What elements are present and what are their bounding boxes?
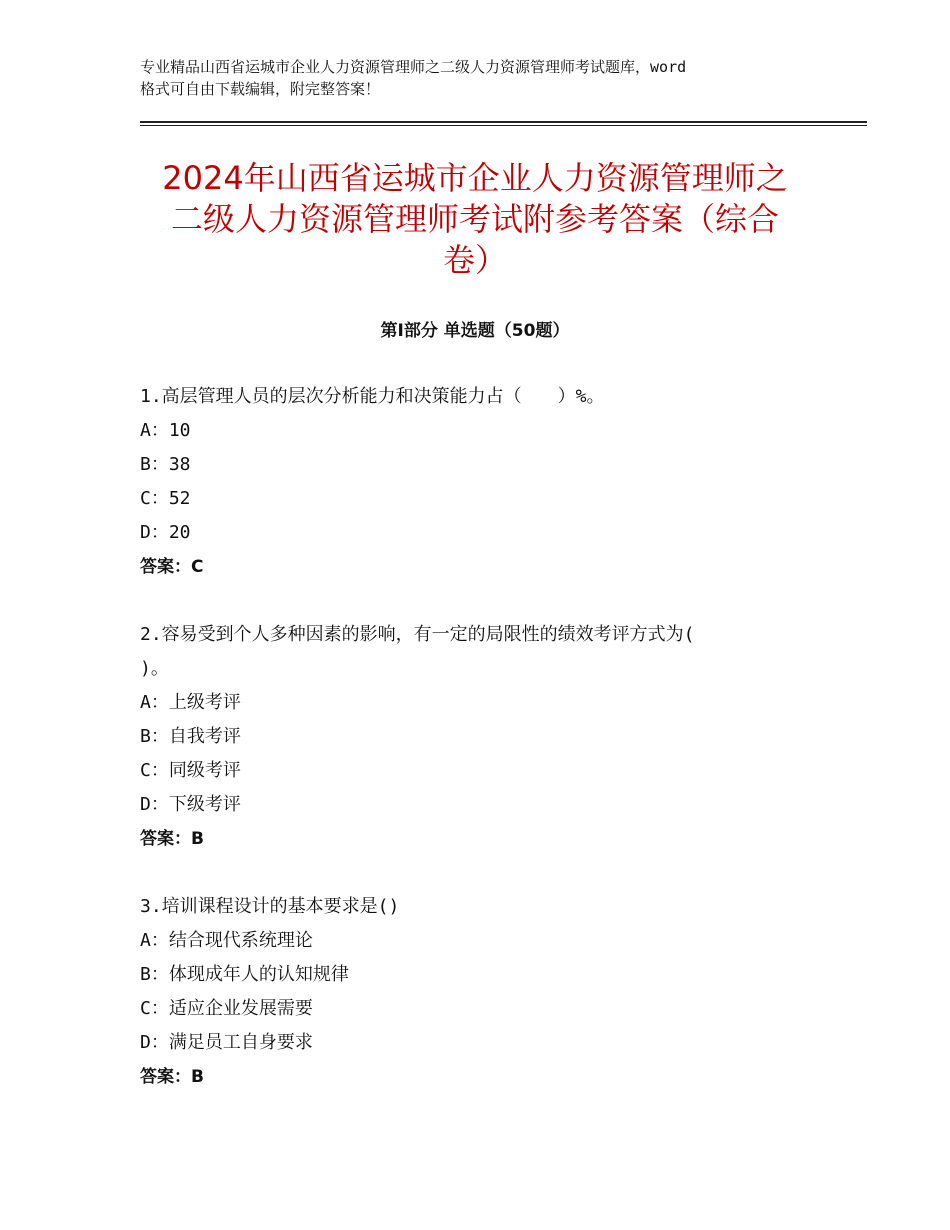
header-note [140, 56, 830, 100]
question-stem: 2.容易受到个人多种因素的影响，有一定的局限性的绩效考评方式为( [140, 624, 695, 645]
title-line: 卷） [442, 241, 507, 279]
answer: 答案：B [140, 829, 204, 849]
answer: 答案：B [140, 1067, 204, 1087]
option-b: B：体现成年人的认知规律 [140, 964, 349, 985]
question-stem: 3.培训课程设计的基本要求是() [140, 896, 400, 917]
question-stem-continued: )。 [140, 658, 169, 679]
option-d: D：20 [140, 522, 191, 543]
section-heading: 第Ⅰ部分 单选题（50题） [380, 321, 570, 341]
option-b: B：自我考评 [140, 726, 241, 747]
header-divider-thin [140, 125, 867, 126]
question-stem: 1.高层管理人员的层次分析能力和决策能力占（ ）%。 [140, 386, 605, 407]
header-note-line: 格式可自由下载编辑，附完整答案！ [140, 80, 381, 98]
option-b: B：38 [140, 454, 191, 475]
question-2 [140, 618, 820, 856]
question-1 [140, 380, 820, 584]
title-line: 二级人力资源管理师考试附参考答案（综合 [170, 200, 779, 238]
question-3 [140, 890, 820, 1094]
answer: 答案：C [140, 557, 204, 577]
title-line: 2024年山西省运城市企业人力资源管理师之 [162, 159, 788, 197]
document-title [120, 158, 830, 281]
option-a: A：结合现代系统理论 [140, 930, 313, 951]
header-divider [140, 121, 867, 123]
option-c: C：适应企业发展需要 [140, 998, 313, 1019]
option-c: C：52 [140, 488, 191, 509]
option-a: A：10 [140, 420, 191, 441]
option-a: A：上级考评 [140, 692, 241, 713]
option-d: D：下级考评 [140, 794, 241, 815]
option-c: C：同级考评 [140, 760, 241, 781]
header-note-line: 专业精品山西省运城市企业人力资源管理师之二级人力资源管理师考试题库，word [140, 58, 687, 76]
option-d: D：满足员工自身要求 [140, 1032, 313, 1053]
